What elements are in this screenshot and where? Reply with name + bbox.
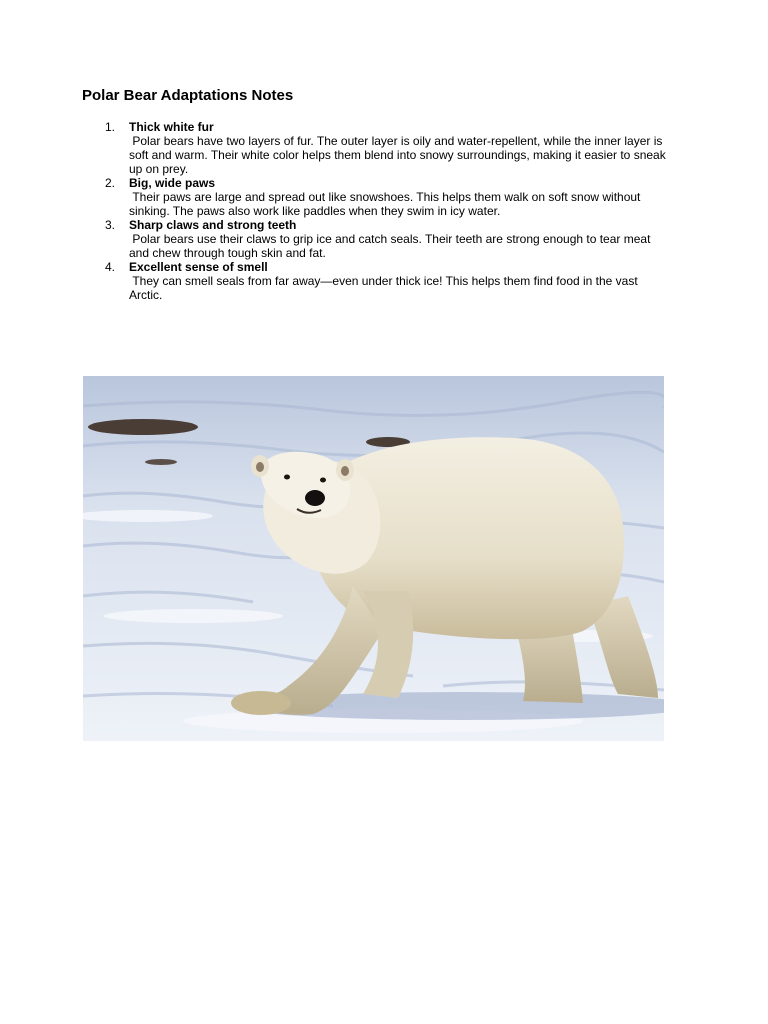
bear-eye xyxy=(320,478,326,483)
rock xyxy=(145,459,177,465)
list-item-body: Polar bears use their claws to grip ice and catch seals. Their teeth are strong enough to tear meat and chew through tough skin and fat. xyxy=(129,232,654,260)
bear-eye xyxy=(284,475,290,480)
bear-paw xyxy=(231,691,291,715)
page-title: Polar Bear Adaptations Notes xyxy=(82,87,294,104)
list-item-number: 2. xyxy=(105,176,116,190)
adaptations-list xyxy=(82,120,672,302)
list-item xyxy=(82,120,672,176)
list-item-heading: Thick white fur xyxy=(129,120,214,134)
list-item-heading: Excellent sense of smell xyxy=(129,260,268,274)
bear-ear xyxy=(256,462,264,472)
list-item xyxy=(82,218,672,260)
polar-bear-photo xyxy=(83,376,664,741)
list-item-number: 3. xyxy=(105,218,116,232)
list-item-heading: Sharp claws and strong teeth xyxy=(129,218,297,232)
list-item xyxy=(82,260,672,302)
list-item-body: Polar bears have two layers of fur. The outer layer is oily and water-repellent, while the inner layer is soft and warm. Their white color helps them blend into snowy surroundings, making it easier to sneak up on prey. xyxy=(129,134,670,176)
list-item xyxy=(82,176,672,218)
list-item-number: 4. xyxy=(105,260,116,274)
rock xyxy=(88,419,198,435)
bear-nose xyxy=(305,490,325,506)
bear-ear xyxy=(341,466,349,476)
list-item-heading: Big, wide paws xyxy=(129,176,216,190)
list-item-number: 1. xyxy=(105,120,116,134)
list-item-body: Their paws are large and spread out like snowshoes. This helps them walk on soft snow without sinking. The paws also work like paddles when they swim in icy water. xyxy=(129,190,644,218)
list-item-body: They can smell seals from far away—even under thick ice! This helps them find food in the vast Arctic. xyxy=(129,274,641,302)
